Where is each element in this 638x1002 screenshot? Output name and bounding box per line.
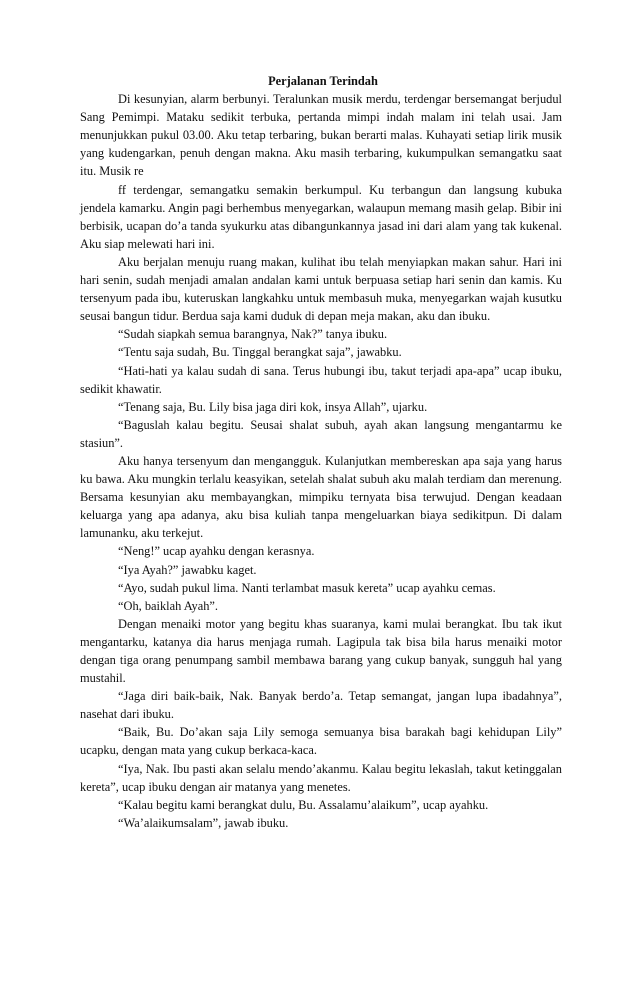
paragraph: Di kesunyian, alarm berbunyi. Teralunkan musik merdu, terdengar bersemangat berjudul Sang Pemimpi. Mataku sedikit terbuka, pertanda mimpi indah malam ini telah usai. Jam menunjukkan pukul 03.00. Aku tetap terbaring, bukan berarti malas. Kuhayati setiap lirik musik yang kudengarkan, penuh dengan makna. Aku masih terbaring, kukumpulkan semangatku saat itu. Musik re (80, 92, 562, 179)
paragraph: Aku hanya tersenyum dan mengangguk. Kulanjutkan membereskan apa saja yang harus ku bawa. Aku mungkin terlalu keasyikan, setelah shalat subuh aku malah terdiam dan merenung. Bersama kesunyian aku membayangkan, mimpiku ternyata bisa terwujud. Dengan keadaan keluarga yang apa adanya, aku bisa kuliah tanpa mengeluarkan biaya sedikitpun. Di dalam lamunanku, aku terkejut. (80, 453, 562, 541)
dialogue-line: “Jaga diri baik-baik, Nak. Banyak berdo’a. Tetap semangat, jangan lupa ibadahnya”, nasehat dari ibuku. (80, 689, 562, 722)
dialogue-line: “Kalau begitu kami berangkat dulu, Bu. Assalamu’alaikum”, ucap ayahku. (118, 797, 489, 812)
paragraph: Dengan menaiki motor yang begitu khas suaranya, kami mulai berangkat. Ibu tak ikut mengantarku, katanya dia harus menjaga rumah. Lagipula tak bisa bila harus menaiki motor dengan tiga orang penumpang sambil membawa barang yang cukup banyak, sungguh hal yang mustahil. (80, 616, 562, 686)
dialogue-line: “Sudah siapkah semua barangnya, Nak?” tanya ibuku. (118, 327, 388, 342)
dialogue-line: “Wa’alaikumsalam”, jawab ibuku. (118, 815, 289, 830)
dialogue-line: “Ayo, sudah pukul lima. Nanti terlambat masuk kereta” ucap ayahku cemas. (118, 580, 496, 595)
dialogue-line: “Baik, Bu. Do’akan saja Lily semoga semuanya bisa barakah bagi kehidupan Lily” ucapku, dengan mata yang cukup berkaca-kaca. (80, 725, 562, 758)
dialogue-line: “Oh, baiklah Ayah”. (118, 598, 219, 613)
dialogue-line: “Baguslah kalau begitu. Seusai shalat subuh, ayah akan langsung mengantarmu ke stasiun”. (80, 417, 562, 450)
paragraph: Aku berjalan menuju ruang makan, kulihat ibu telah menyiapkan makan sahur. Hari ini hari senin, sudah menjadi amalan andalan kami untuk berpuasa setiap hari senin dan kamis. Ku tersenyum pada ibu, kuteruskan langkahku untuk membasuh muka, menyegarkan wajah kusutku seusai bangun tidur. Berdua saja kami duduk di depan meja makan, aku dan ibuku. (80, 254, 562, 324)
dialogue-line: “Tentu saja sudah, Bu. Tinggal berangkat saja”, jawabku. (118, 345, 402, 360)
dialogue-line: “Hati-hati ya kalau sudah di sana. Terus hubungi ibu, takut terjadi apa-apa” ucap ibuku, sedikit khawatir. (80, 363, 562, 396)
document-title: Perjalanan Terindah (268, 74, 378, 88)
dialogue-line: “Iya, Nak. Ibu pasti akan selalu mendo’akanmu. Kalau begitu lekaslah, takut ketinggalan kereta”, ucap ibuku dengan air matanya yang menetes. (80, 761, 562, 794)
dialogue-line: “Iya Ayah?” jawabku kaget. (118, 562, 257, 577)
paragraph: ff terdengar, semangatku semakin berkumpul. Ku terbangun dan langsung kubuka jendela kamarku. Angin pagi berhembus menyegarkan, walaupun memang masih gelap. Bibir ini berbisik, ucapan do’a tanda syukurku atas dibangunkannya jasad ini dari alam yang tak kukenal. Aku siap melewati hari ini. (80, 182, 562, 251)
document-page (80, 72, 562, 832)
dialogue-line: “Tenang saja, Bu. Lily bisa jaga diri kok, insya Allah”, ujarku. (118, 399, 428, 414)
dialogue-line: “Neng!” ucap ayahku dengan kerasnya. (118, 544, 315, 559)
